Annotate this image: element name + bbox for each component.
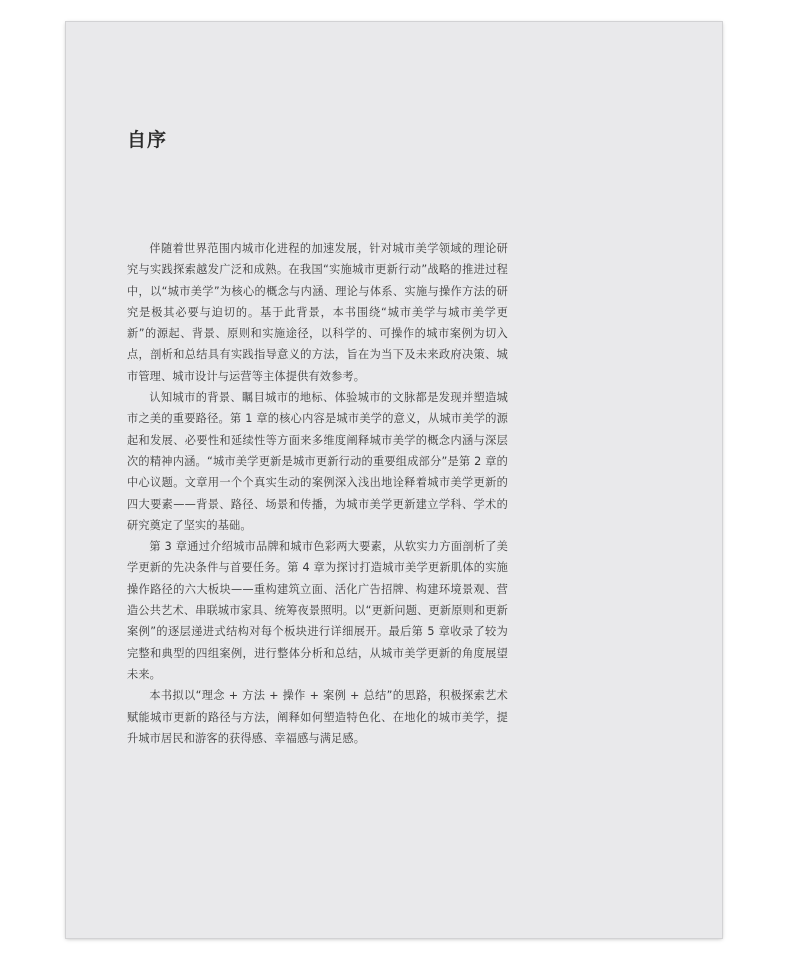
page-title: 自序 [127,129,168,151]
preface-body [127,238,508,749]
paragraph-3: 第 3 章通过介绍城市品牌和城市色彩两大要素，从软实力方面剖析了美学更新的先决条件与首要任务。第 4 章为探讨打造城市美学更新肌体的实施操作路径的六大板块——重构建筑立面、活化广告招牌、构建环境景观、营造公共艺术、串联城市家具、统筹夜景照明。以“更新问题、更新原则和更新案例”的逐层递进式结构对每个板块进行详细展开。最后第 5 章收录了较为完整和典型的四组案例，进行整体分析和总结，从城市美学更新的角度展望未来。 [127,540,508,681]
paragraph-2: 认知城市的背景、瞩目城市的地标、体验城市的文脉都是发现并塑造城市之美的重要路径。第 1 章的核心内容是城市美学的意义，从城市美学的源起和发展、必要性和延续性等方面来多维度阐释城市美学的概念内涵与深层次的精神内涵。“城市美学更新是城市更新行动的重要组成部分”是第 2 章的中心议题。文章用一个个真实生动的案例深入浅出地诠释着城市美学更新的四大要素——背景、路径、场景和传播，为城市美学更新建立学科、学术的研究奠定了坚实的基础。 [127,391,508,532]
paragraph-1: 伴随着世界范围内城市化进程的加速发展，针对城市美学领域的理论研究与实践探索越发广泛和成熟。在我国“实施城市更新行动”战略的推进过程中，以“城市美学”为核心的概念与内涵、理论与体系、实施与操作方法的研究是极其必要与迫切的。基于此背景，本书围绕“城市美学与城市美学更新”的源起、背景、原则和实施途径，以科学的、可操作的城市案例为切入点，剖析和总结具有实践指导意义的方法，旨在为当下及未来政府决策、城市管理、城市设计与运营等主体提供有效参考。 [127,242,508,383]
book-page [66,22,722,938]
page-content [66,22,722,938]
paragraph-4: 本书拟以“理念 + 方法 + 操作 + 案例 + 总结”的思路，积极探索艺术赋能城市更新的路径与方法，阐释如何塑造特色化、在地化的城市美学，提升城市居民和游客的获得感、幸福感与满足感。 [127,689,508,745]
